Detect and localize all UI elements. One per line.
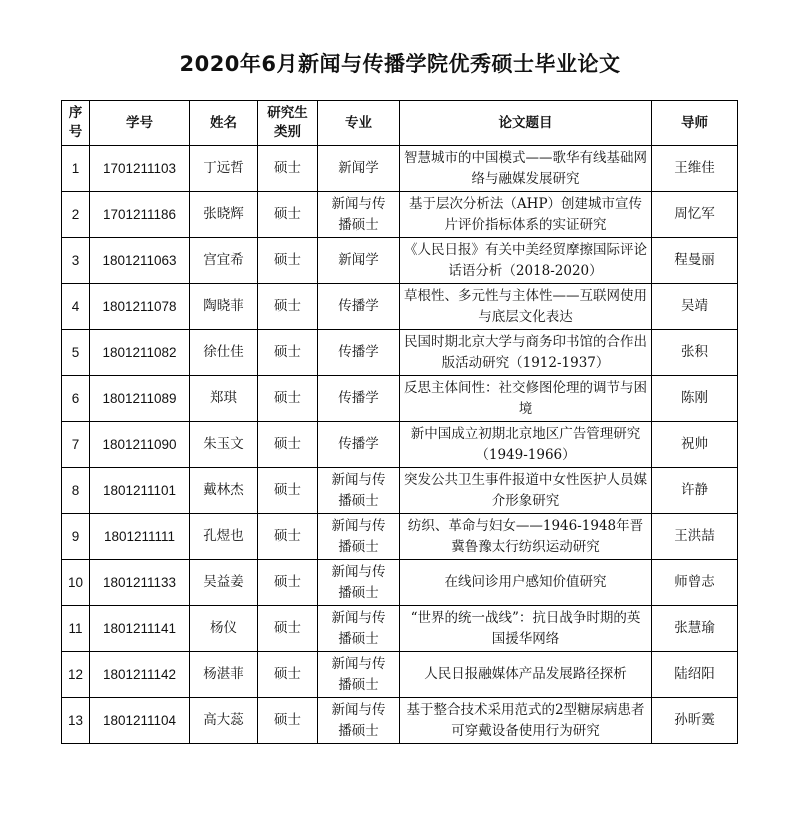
cell-major: 传播学: [318, 422, 400, 468]
cell-thesis-title: 基于整合技术采用范式的2型糖尿病患者可穿戴设备使用行为研究: [400, 698, 652, 744]
cell-name: 杨仪: [190, 606, 258, 652]
cell-major: 传播学: [318, 284, 400, 330]
cell-thesis-title: 纺织、革命与妇女——1946-1948年晋冀鲁豫太行纺织运动研究: [400, 514, 652, 560]
cell-category: 硕士: [258, 560, 318, 606]
cell-student-id: 1801211111: [90, 514, 190, 560]
cell-category: 硕士: [258, 422, 318, 468]
cell-thesis-title: 在线问诊用户感知价值研究: [400, 560, 652, 606]
cell-index: 2: [62, 192, 90, 238]
cell-advisor: 许静: [652, 468, 738, 514]
cell-major: 传播学: [318, 376, 400, 422]
cell-category: 硕士: [258, 606, 318, 652]
cell-advisor: 程曼丽: [652, 238, 738, 284]
cell-name: 丁远哲: [190, 146, 258, 192]
table-row: [62, 514, 738, 560]
header-category: 研究生类别: [258, 101, 318, 146]
cell-student-id: 1801211082: [90, 330, 190, 376]
cell-thesis-title: 智慧城市的中国模式——歌华有线基础网络与融媒发展研究: [400, 146, 652, 192]
cell-student-id: 1801211089: [90, 376, 190, 422]
cell-name: 高大蕊: [190, 698, 258, 744]
page-title: 2020年6月新闻与传播学院优秀硕士毕业论文: [179, 52, 621, 76]
cell-index: 13: [62, 698, 90, 744]
cell-category: 硕士: [258, 376, 318, 422]
table-row: [62, 376, 738, 422]
cell-name: 孔煜也: [190, 514, 258, 560]
cell-index: 11: [62, 606, 90, 652]
cell-student-id: 1801211090: [90, 422, 190, 468]
table-row: [62, 330, 738, 376]
cell-advisor: 吴靖: [652, 284, 738, 330]
table-row: [62, 468, 738, 514]
cell-advisor: 周忆军: [652, 192, 738, 238]
table-row: [62, 146, 738, 192]
cell-major: 新闻与传播硕士: [318, 652, 400, 698]
cell-student-id: 1801211104: [90, 698, 190, 744]
cell-major: 新闻与传播硕士: [318, 560, 400, 606]
cell-index: 6: [62, 376, 90, 422]
thesis-table: [61, 100, 738, 744]
cell-student-id: 1801211133: [90, 560, 190, 606]
cell-index: 7: [62, 422, 90, 468]
table-row: [62, 192, 738, 238]
cell-category: 硕士: [258, 192, 318, 238]
cell-category: 硕士: [258, 238, 318, 284]
cell-advisor: 张积: [652, 330, 738, 376]
cell-index: 8: [62, 468, 90, 514]
cell-index: 10: [62, 560, 90, 606]
cell-student-id: 1801211063: [90, 238, 190, 284]
cell-advisor: 王洪喆: [652, 514, 738, 560]
cell-advisor: 陈刚: [652, 376, 738, 422]
cell-student-id: 1701211103: [90, 146, 190, 192]
cell-name: 朱玉文: [190, 422, 258, 468]
cell-student-id: 1801211141: [90, 606, 190, 652]
table-row: [62, 284, 738, 330]
cell-category: 硕士: [258, 652, 318, 698]
cell-advisor: 王维佳: [652, 146, 738, 192]
cell-major: 新闻与传播硕士: [318, 606, 400, 652]
cell-major: 新闻与传播硕士: [318, 468, 400, 514]
cell-thesis-title: 草根性、多元性与主体性——互联网使用与底层文化表达: [400, 284, 652, 330]
cell-thesis-title: 基于层次分析法（AHP）创建城市宣传片评价指标体系的实证研究: [400, 192, 652, 238]
cell-thesis-title: 反思主体间性：社交修图伦理的调节与困境: [400, 376, 652, 422]
cell-index: 12: [62, 652, 90, 698]
table-row: [62, 698, 738, 744]
cell-name: 陶晓菲: [190, 284, 258, 330]
header-index: 序号: [62, 101, 90, 146]
cell-index: 4: [62, 284, 90, 330]
cell-major: 新闻学: [318, 146, 400, 192]
table-body: [62, 146, 738, 744]
cell-advisor: 陆绍阳: [652, 652, 738, 698]
cell-student-id: 1801211142: [90, 652, 190, 698]
cell-category: 硕士: [258, 284, 318, 330]
cell-category: 硕士: [258, 468, 318, 514]
header-advisor: 导师: [652, 101, 738, 146]
cell-category: 硕士: [258, 146, 318, 192]
header-name: 姓名: [190, 101, 258, 146]
cell-thesis-title: “世界的统一战线”：抗日战争时期的英国援华网络: [400, 606, 652, 652]
cell-thesis-title: 新中国成立初期北京地区广告管理研究（1949-1966）: [400, 422, 652, 468]
cell-name: 戴林杰: [190, 468, 258, 514]
table-row: [62, 606, 738, 652]
table-row: [62, 422, 738, 468]
cell-thesis-title: 突发公共卫生事件报道中女性医护人员媒介形象研究: [400, 468, 652, 514]
cell-name: 吴益姜: [190, 560, 258, 606]
table-header-row: [62, 101, 738, 146]
cell-advisor: 师曾志: [652, 560, 738, 606]
cell-index: 9: [62, 514, 90, 560]
cell-major: 新闻与传播硕士: [318, 192, 400, 238]
cell-advisor: 祝帅: [652, 422, 738, 468]
cell-major: 新闻学: [318, 238, 400, 284]
table-row: [62, 560, 738, 606]
cell-category: 硕士: [258, 330, 318, 376]
cell-name: 张晓辉: [190, 192, 258, 238]
cell-student-id: 1801211078: [90, 284, 190, 330]
cell-student-id: 1701211186: [90, 192, 190, 238]
cell-index: 1: [62, 146, 90, 192]
cell-major: 传播学: [318, 330, 400, 376]
header-major: 专业: [318, 101, 400, 146]
cell-thesis-title: 人民日报融媒体产品发展路径探析: [400, 652, 652, 698]
cell-thesis-title: 《人民日报》有关中美经贸摩擦国际评论话语分析（2018-2020）: [400, 238, 652, 284]
cell-category: 硕士: [258, 698, 318, 744]
table-row: [62, 238, 738, 284]
cell-name: 杨湛菲: [190, 652, 258, 698]
cell-category: 硕士: [258, 514, 318, 560]
cell-student-id: 1801211101: [90, 468, 190, 514]
cell-advisor: 张慧瑜: [652, 606, 738, 652]
table-row: [62, 652, 738, 698]
cell-major: 新闻与传播硕士: [318, 698, 400, 744]
cell-name: 徐仕佳: [190, 330, 258, 376]
cell-index: 5: [62, 330, 90, 376]
header-student-id: 学号: [90, 101, 190, 146]
cell-major: 新闻与传播硕士: [318, 514, 400, 560]
cell-advisor: 孙昕霙: [652, 698, 738, 744]
header-thesis: 论文题目: [400, 101, 652, 146]
cell-name: 宫宜希: [190, 238, 258, 284]
cell-thesis-title: 民国时期北京大学与商务印书馆的合作出版活动研究（1912-1937）: [400, 330, 652, 376]
cell-index: 3: [62, 238, 90, 284]
cell-name: 郑琪: [190, 376, 258, 422]
